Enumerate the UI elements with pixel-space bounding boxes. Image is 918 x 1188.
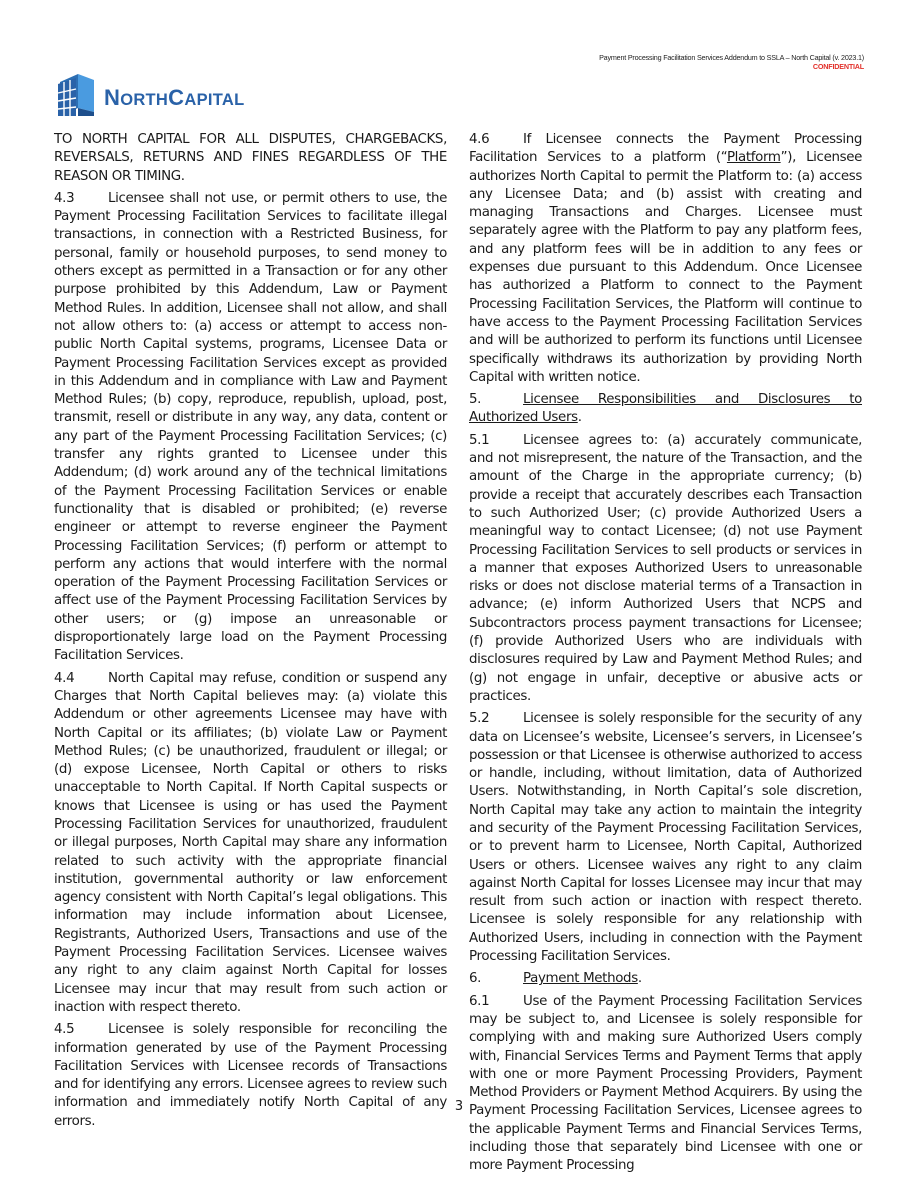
building-cube-icon	[56, 72, 96, 118]
section-text: ”), Licensee authorizes North Capital to permit the Platform to: (a) access any Licensee Data; and (b) assist with creating and managing Transactions and Charges. Licensee must separately agree with the Platform to pay any platform fees, and any platform fees will be in addition to any fees or expenses due pursuant to this Addendum. Once Licensee has authorized a Platform to connect to the Payment Processing Facilitation Services, the Platform will continue to have access to the Payment Processing Facilitation Services and will be authorized to perform its functions until Licensee specifically withdraws its authorization by providing North Capital with written notice.	[469, 150, 862, 385]
section-5-1	[469, 432, 862, 706]
document-title: Payment Processing Facilitation Services Addendum to SSLA – North Capital (v. 2023.1)	[599, 53, 864, 62]
section-6-heading: 6. Payment Methods.	[469, 970, 862, 988]
confidential-label: CONFIDENTIAL	[812, 61, 864, 71]
logo-wordmark: NORTHCAPITAL	[104, 85, 245, 110]
section-text: Licensee is solely responsible for the security of any data on Licensee’s website, Licensee’s servers, in Licensee’s possession or that Licensee is otherwise authorized to access or handle, including, without limitation, data of Authorized Users. Notwithstanding, in North Capital’s sole discretion, North Capital may take any action to maintain the integrity and security of the Payment Processing Facilitation Services, or to prevent harm to Licensee, North Capital, Authorized Users or others. Licensee waives any right to any claim against North Capital for losses Licensee may incur that may result from such action or inaction with respect thereto. Licensee is solely responsible for any relationship with Authorized Users, including in connection with the Payment Processing Facilitation Services.	[469, 711, 862, 965]
section-text: If Licensee connects the Payment Processing Facilitation Services to a platform (“	[469, 132, 862, 166]
section-number: 5.	[469, 392, 482, 408]
right-column	[469, 131, 862, 1180]
section-heading: Payment Methods	[523, 971, 638, 987]
section-number: 5.2	[469, 711, 490, 727]
section-text: Licensee is solely responsible for reconciling the information generated by use of the Payment Processing Facilitation Services with Licensee records of Transactions and for identifying any errors. Licensee agrees to review such information and immediately notify North Capital of any errors.	[54, 1022, 447, 1129]
section-5-2	[469, 710, 862, 966]
section-heading: Licensee Responsibilities and Disclosures to Authorized Users	[469, 392, 862, 426]
section-4-6	[469, 131, 862, 387]
north-capital-logo	[56, 72, 245, 118]
section-number: 6.1	[469, 993, 490, 1009]
section-number: 4.3	[54, 190, 75, 206]
section-text: North Capital may refuse, condition or suspend any Charges that North Capital believes may: (a) violate this Addendum or other agreements Licensee may have with North Capital or its affiliates; (b) violate Law or Payment Method Rules; (c) be unauthorized, fraudulent or illegal; or (d) expose Licensee, North Capital or others to risks unacceptable to North Capital. If North Capital suspects or knows that Licensee is using or has used the Payment Processing Facilitation Services for unauthorized, fraudulent or illegal purposes, North Capital may share any information related to such activity with the appropriate financial institution, governmental authority or law enforcement agency consistent with North Capital’s legal obligations. This information may include information about Licensee, Registrants, Authorized Users, Transactions and use of the Payment Processing Facilitation Services. Licensee waives any right to any claim against North Capital for losses Licensee may incur that may result from such action or inaction with respect thereto.	[54, 670, 447, 1015]
section-number: 4.5	[54, 1022, 75, 1038]
section-4-4	[54, 670, 447, 1018]
section-4-5	[54, 1021, 447, 1131]
section-5-heading: 5. Licensee Responsibilities and Disclosures to Authorized Users.	[469, 392, 862, 426]
defined-term-platform: Platform	[726, 150, 781, 166]
section-number: 4.6	[469, 132, 490, 147]
section-number: 5.1	[469, 432, 490, 448]
section-text: Licensee agrees to: (a) accurately communicate, and not misrepresent, the nature of the Transaction, and the amount of the Charge in the appropriate currency; (b) provide a receipt that accurately describes each Transaction to such Authorized User; (c) provide Authorized Users a meaningful way to contact Licensee; (d) not use Payment Processing Facilitation Services to sell products or services in a manner that exposes Authorized Users to unreasonable risks or does not disclose material terms of a Transaction in advance; (e) inform Authorized Users that NCPS and Subcontractors process payment transactions for Licensee; (f) provide Authorized Users who are individuals with disclosures required by Law and Payment Method Rules; and (g) not engage in unfair, deceptive or abusive acts or practices.	[469, 432, 862, 704]
section-6-1	[469, 993, 862, 1176]
page-header	[599, 54, 864, 71]
left-column	[54, 131, 447, 1135]
section-number: 4.4	[54, 670, 75, 686]
section-number: 6.	[469, 971, 482, 987]
page-number: 3	[454, 1099, 464, 1114]
section-text: Licensee shall not use, or permit others to use, the Payment Processing Facilitation Services to facilitate illegal transactions, in connection with a Restricted Business, for personal, family or household purposes, to send money to others except as permitted in a Transaction or for any other purpose prohibited by this Addendum, Law or Payment Method Rules. In addition, Licensee shall not allow, and shall not allow others to: (a) access or attempt to access non-public North Capital systems, programs, Licensee Data or Payment Processing Facilitation Services except as provided in this Addendum and in compliance with Law and Payment Method Rules; (b) copy, reproduce, republish, upload, post, transmit, resell or distribute in any way, any data, content or any part of the Payment Processing Facilitation Services; (c) transfer any rights granted to Licensee under this Addendum; (d) work around any of the technical limitations of the Payment Processing Facilitation Services or enable functionality that is disabled or prohibited; (e) reverse engineer or attempt to reverse engineer the Payment Processing Facilitation Services; (f) perform or attempt to perform any actions that would interfere with the normal operation of the Payment Processing Facilitation Services or affect use of the Payment Processing Facilitation Services by other users; or (g) impose an unreasonable or disproportionately large load on the Payment Processing Facilitation Services.	[54, 190, 447, 664]
section-text: Use of the Payment Processing Facilitation Services may be subject to, and Licensee is solely responsible for complying with and making sure Authorized Users comply with, Financial Services Terms and Payment Terms that apply with one or more Payment Processing Providers, Payment Method Providers or Payment Method Acquirers. By using the Payment Processing Facilitation Services, Licensee agrees to the applicable Payment Terms and Financial Services Terms, including those that separately bind Licensee with one or more Payment Processing	[469, 993, 862, 1174]
section-4-3	[54, 190, 447, 666]
continued-paragraph: TO NORTH CAPITAL FOR ALL DISPUTES, CHARGEBACKS, REVERSALS, RETURNS AND FINES REGARDLESS OF THE REASON OR TIMING.	[54, 132, 447, 184]
